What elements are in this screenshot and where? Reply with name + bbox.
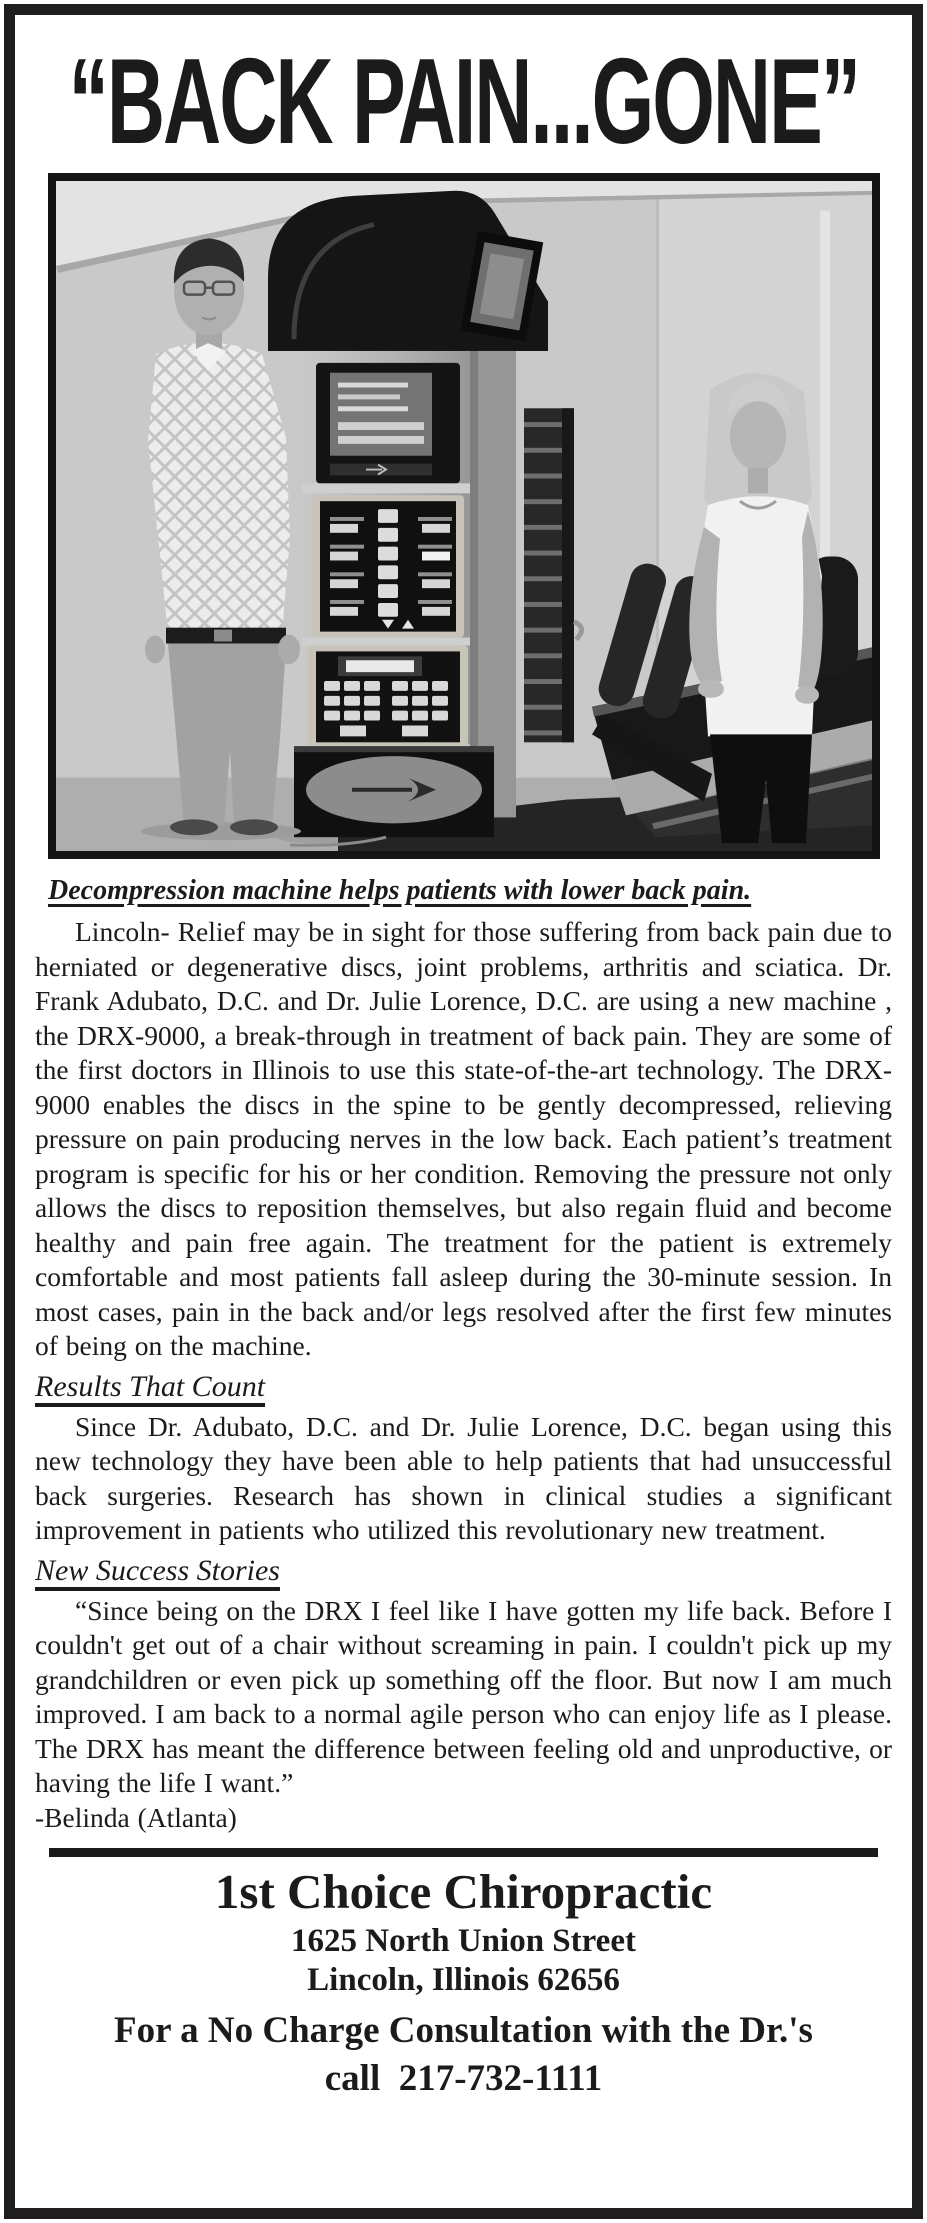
clinic-name: 1st Choice Chiropractic: [214, 1864, 713, 1919]
cta-line-2: call 217-732-1111: [324, 2058, 603, 2099]
article-paragraph-3: “Since being on the DRX I feel like I have gotten my life back. Before I couldn't get out of a chair without screaming in pain. I couldn't pick up my grandchildren or even pick up something off the floor. But now I am much improved. I am back to a normal agile person who can enjoy life as I please. The DRX has meant the difference between feeling old and unproductive, or having the life I want.”: [35, 1594, 892, 1798]
article-body: [35, 915, 892, 1835]
cta-line-1: For a No Charge Consultation with the Dr.'s: [114, 2010, 813, 2051]
testimonial-attribution: -Belinda (Atlanta): [35, 1801, 237, 1833]
section-heading-results: Results That Count: [35, 1369, 266, 1403]
support-rail: [524, 408, 582, 742]
photo-frame: [48, 173, 880, 859]
clinic-photo-illustration: [56, 181, 872, 851]
article-paragraph-1: Lincoln- Relief may be in sight for those suffering from back pain due to herniated or degenerative discs, joint problems, arthritis and sciatica. Dr. Frank Adubato, D.C. and Dr. Julie Lorence, D.C. are using a new machine , the DRX-9000, a break-through in treatment of back pain. They are some of the first doctors in Illinois to use this state-of-the-art technology. The DRX-9000 enables the discs in the spine to be gently decompressed, relieving pressure on pain producing nerves in the low back. Each patient’s treatment program is specific for his or her condition. Removing the pressure not only allows the discs to reposition themselves, but also regain fluid and become healthy and pain free again. The treatment for the patient is extremely comfortable and most patients fall asleep during the 30-minute session. In most cases, pain in the back and/or legs resolved after the first few minutes of being on the machine.: [35, 916, 892, 1361]
ad-page: [4, 4, 923, 2219]
headline-banner: [35, 33, 892, 169]
drx9000-machine: [268, 191, 548, 846]
address-line-1: 1625 North Union Street: [291, 1923, 636, 1959]
section-heading-stories: New Success Stories: [35, 1553, 280, 1587]
article-paragraph-2: Since Dr. Adubato, D.C. and Dr. Julie Lorence, D.C. began using this new technology they have been able to help patients that had unsuccessful back surgeries. Research has shown in clinical studies a significant improvement in patients who utilized this revolutionary new treatment.: [35, 1410, 892, 1545]
photo-caption: Decompression machine helps patients with lower back pain.: [48, 875, 752, 906]
address-line-2: Lincoln, Illinois 62656: [307, 1962, 620, 1998]
footer: [35, 1862, 892, 2103]
divider-rule: [49, 1848, 878, 1857]
headline: “BACK PAIN...GONE”: [68, 33, 859, 169]
